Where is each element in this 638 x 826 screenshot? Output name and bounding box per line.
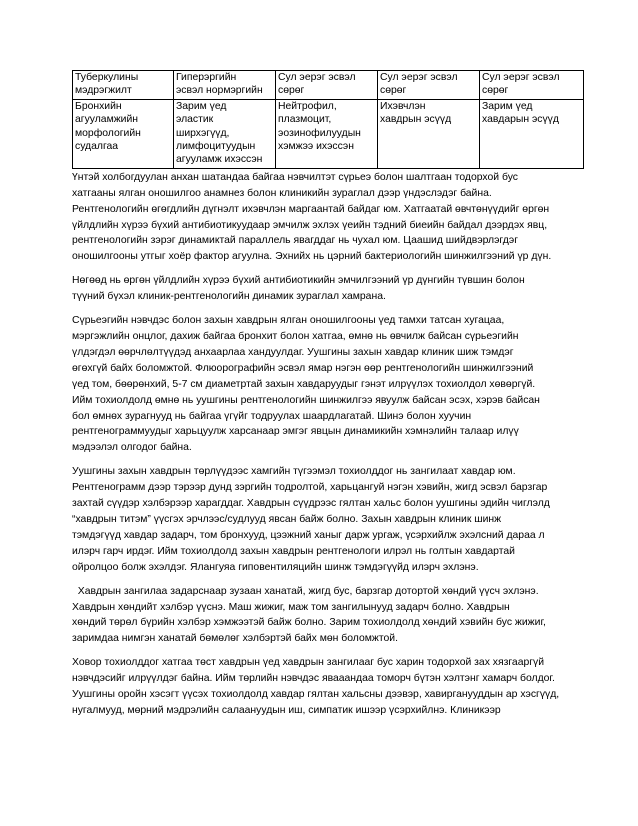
table-cell: Зарим үед эластик ширхэгүүд, лимфоцитуудын агууламж ихэссэн [174,99,276,168]
document-page [72,70,572,727]
table-cell: Туберкулины мэдрэгжилт [73,71,174,100]
paragraph: Сүрьеэгийн нэвчдэс болон захын хавдрын ялган оношилгооны үед тамхи татсан хугацаа, мэргэжлийн онцлог, дахиж байгаа бронхит болон хатгаа, өмнө нь өвчилж байсан сүрьеэгийн үлдэгдэл өөрчлөлтүүдэд анхаарлаа хандуулдаг. Уушгины захын хавдар клиник шиж тэмдэг өгөхгүй байх боломжтой. Флюорографийн эсвэл ямар нэгэн өөр рентгенологийн шинжилгээний үед том, бөөрөнхий, 5-7 см диаметртай захын хавдаруудыг гэнэт илрүүлэх тохиолдол хөвөргүй. Ийм тохиолдолд өмнө нь уушгины рентгенологийн шинжилгээ явуулж байсан эсэх, хэрэв байсан бол өмнөх зурагнууд нь байгаа үгүйг тодруулах шаардлагатай. Шинэ болон хуучин рентгенограммуудыг харьцуулж харсанаар эмгэг явцын динамикийн хэмнэлийн талаар илүү мэдээлэл олгодог байна. [72,315,540,454]
comparison-table [72,70,584,169]
paragraph: Үнтэй холбогдуулан анхан шатандаа байгаа нэвчилтэт сүрьеэ болон шалтгаан тодорхой бус хатгааны ялган оношилгоо анамнез болон клиникийн зураглал дээр үндэслэдэг байна. Рентгенологийн өгөгдлийн дүгнэлт ихэвчлэн маргаантай байдаг юм. Хатгаатай өвчтөнүүдийг өргөн үйлдлийн хүрээ бүхий антибиотикуудаар эмчилж эхлэх үеийн тэдний биеийн байдал дээрдэх явц, рентгенологийн зэрэг динамиктай параллель явагддаг нь чухал юм. Цаашид шийдвэрлэгдэг оношилгооны утгыг хоёр фактор агуулна. Эхнийх нь цэрний бактериологийн шинжилгээний үр дүн. [72,171,552,263]
paragraph: Уушгины захын хавдрын төрлүүдээс хамгийн түгээмэл тохиолддог нь зангилаат хавдар юм. Рентгенограмм дээр тэрээр дунд зэргийн тодролтой, харьцангуй нэгэн хэвийн, жигд эсвэл барзгар захтай сүүдэр хэлбэрээр харагддаг. Хавдрын сүүдрээс гялтан хальс болон уушгины эдийн чиглэлд “хавдрын титэм” үүсгэх эрчлээс/судлууд явсан байж болно. Захын хавдрын клиник шинж тэмдэгүүд хавдар задарч, том бронхууд, цээжний ханыг дарж ургаж, үсэрхийлж эхэлсний дараа л илэрч гарч ирдэг. Ийм тохиолдолд захын хавдрын рентгенологи илрэл нь голтын хавдартай ойролцоо болж эхэлдэг. Ялангуяа гиповентиляцийн шинж тэмдэгүүйд илэрч эхлэнэ. [72,466,550,573]
table-cell: Сул эерэг эсвэл сөрөг [480,71,584,100]
table-cell: Сул эерэг эсвэл сөрөг [378,71,480,100]
table-header-row [73,71,584,100]
paragraph: Ховор тохиолддог хатгаа төст хавдрын үед хавдрын зангилааг бус харин тодорхой зах хязгааргүй нэвчдэсийг илрүүлдэг байна. Ийм төрлийн нэвчдэс явааандаа томорч бүтэн хэлтэнг хамарч болдог. Уушгины оройн хэсэгт үүсэх тохиолдолд хавдар гялтан хальсны дээвэр, хавирганууддын ар хэсгүүд, нугалмууд, мөрний мэдрэлийн салаануудын иш, симпатик ишээр үсэрхийлнэ. Клиникээр [72,657,560,716]
table-row [73,99,584,168]
paragraph: Нөгөөд нь өргөн үйлдлийн хүрээ бүхий антибиотикийн эмчилгээний үр дүнгийн түвшин болон түүний бүхэл клиник-рентгенологийн динамик зураглал хамрана. [72,275,525,303]
paragraph: Хавдрын зангилаа задарснаар зузаан ханатай, жигд бус, барзгар дотортой хөндий үүсч эхлэнэ. Хавдрын хөндийт хэлбэр үүснэ. Маш жижиг, маж том зангилынууд задарч болно. Хавдрын хөндий төрөл бүрийн хэлбэр хэмжээтэй байж болно. Зарим тохиолдолд хөндий хэвийн бус жижиг, заримдаа нимгэн ханатай бөмөлөг хэлбэртэй байх мөн боломжтой. [72,585,546,645]
table-cell: Гиперэргийн эсвэл нормэргийн [174,71,276,100]
table-cell: Зарим үед хавдарын эсүүд [480,99,584,168]
table-cell: Нейтрофил, плазмоцит, эозинофилуудын хэмжээ ихэссэн [276,99,378,168]
table-cell: Ихэвчлэн хавдрын эсүүд [378,99,480,168]
table-cell: Сул эерэг эсвэл сөрөг [276,71,378,100]
table-cell: Бронхийн агууламжийн морфологийн судалгаа [73,99,174,168]
